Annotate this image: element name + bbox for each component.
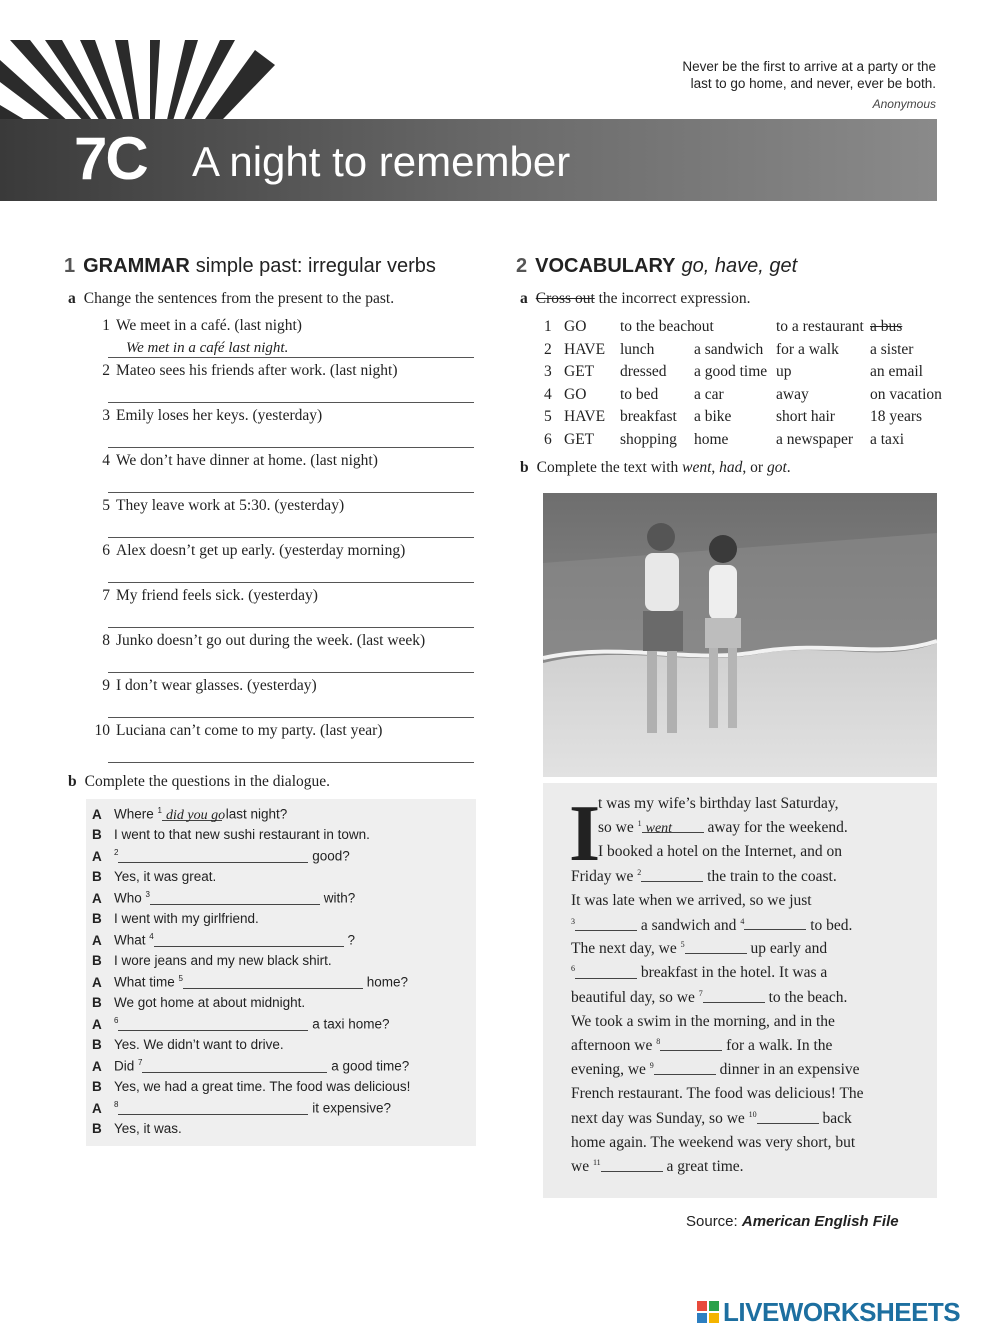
vocab-option[interactable]: up <box>776 363 792 380</box>
story-text: French restaurant. The food was delicious! The <box>571 1085 864 1103</box>
line-text-after: it expensive? <box>312 1100 392 1116</box>
unit-title: A night to remember <box>192 138 571 185</box>
word-got: got <box>766 459 787 476</box>
grammar-subtitle: simple past: irregular verbs <box>195 255 436 277</box>
line-text: Yes, it was. <box>114 1121 182 1136</box>
answer-text[interactable] <box>183 976 191 991</box>
answer-text[interactable] <box>703 991 711 1006</box>
answer-blank[interactable] <box>575 917 637 931</box>
item-text: I don’t wear glasses. (yesterday) <box>116 677 317 694</box>
grammar-item <box>80 632 425 650</box>
vocab-option[interactable]: a good time <box>694 363 768 380</box>
dialogue-line <box>92 890 355 906</box>
speaker: B <box>92 1037 102 1052</box>
answer-text[interactable] <box>118 1018 126 1033</box>
gap-number: 5 <box>178 974 183 983</box>
line-text: What time <box>114 974 175 990</box>
speaker: B <box>92 1121 102 1136</box>
story-text: next day was Sunday, so we <box>571 1109 745 1127</box>
liveworksheets-icon <box>697 1301 719 1323</box>
gap-number: 3 <box>145 890 150 899</box>
gap-number: 1 <box>637 819 642 829</box>
source-label: Source: <box>686 1213 738 1230</box>
story-text: It was late when we arrived, so we just <box>571 891 812 909</box>
vocabulary-instruction-b: b Complete the text with went, had, or got. <box>520 459 791 476</box>
dialogue-line <box>92 974 408 990</box>
answer-blank[interactable] <box>641 868 703 882</box>
item-number: 7 <box>102 587 110 604</box>
item-text: Alex doesn’t get up early. (yesterday morning) <box>116 542 406 559</box>
answer-blank[interactable] <box>642 819 704 837</box>
vocab-option[interactable]: out <box>694 318 714 335</box>
instruction-text: Complete the questions in the dialogue. <box>84 773 330 790</box>
answer-field[interactable] <box>108 429 474 448</box>
speaker: A <box>92 806 102 822</box>
item-text: My friend feels sick. (yesterday) <box>116 587 318 604</box>
story-text: I booked a hotel on the Internet, and on <box>598 843 843 861</box>
grammar-item <box>80 722 382 740</box>
gap-number: 4 <box>149 932 154 941</box>
dialogue-line <box>92 1037 284 1052</box>
story-text: The next day, we <box>571 940 677 958</box>
line-text-after: ? <box>347 932 356 948</box>
answer-field[interactable] <box>108 609 474 628</box>
story-text-after: a great time. <box>666 1158 744 1176</box>
gap-number: 9 <box>649 1061 654 1071</box>
story-text-after: a sandwich and <box>640 917 737 934</box>
quote-line-2: last to go home, and never, ever be both. <box>690 76 936 91</box>
story-text: afternoon we <box>571 1037 653 1055</box>
answer-field[interactable] <box>108 564 474 583</box>
answer-text[interactable] <box>118 850 126 865</box>
story-line <box>571 1013 835 1031</box>
gap-number: 2 <box>114 848 119 857</box>
story-text: t was my wife’s birthday last Saturday, <box>598 795 839 812</box>
source-credit <box>686 1213 899 1230</box>
answer-field[interactable] <box>108 339 474 358</box>
answer-field[interactable] <box>108 519 474 538</box>
story-line <box>571 1134 855 1152</box>
story-line <box>571 892 812 910</box>
item-text: Junko doesn’t go out during the week. (last week) <box>116 632 426 649</box>
story-line <box>571 1110 852 1128</box>
vocabulary-instruction-a <box>520 290 751 308</box>
line-text-after: good? <box>312 848 350 864</box>
item-text: We meet in a café. (last night) <box>116 317 302 334</box>
brand-name: LIVEWORKSHEETS <box>723 1297 961 1327</box>
answer-blank[interactable] <box>575 965 637 979</box>
answer-text[interactable] <box>154 934 162 949</box>
line-text: Yes, we had a great time. The food was delicious! <box>114 1079 411 1094</box>
answer-text[interactable] <box>660 1039 668 1054</box>
vocab-option[interactable]: away <box>776 385 809 403</box>
part-letter: a <box>520 290 528 307</box>
vocab-option[interactable]: a bike <box>694 408 732 425</box>
story-line <box>571 868 837 886</box>
story-dropcap: I <box>569 790 601 878</box>
answer-text[interactable] <box>108 385 126 401</box>
grammar-item <box>80 452 378 470</box>
vocab-row <box>544 431 934 451</box>
vocab-number: 4 <box>544 385 552 403</box>
item-number: 9 <box>102 677 110 694</box>
story-line <box>571 989 847 1007</box>
vocab-row <box>544 341 934 361</box>
story-text-after: to the beach. <box>768 988 848 1006</box>
item-number: 8 <box>102 632 110 649</box>
answer-text[interactable] <box>108 610 126 626</box>
vocab-option[interactable]: a sandwich <box>694 340 764 358</box>
vocab-option[interactable]: on vacation <box>870 385 942 403</box>
answer-field[interactable] <box>108 699 474 718</box>
speaker: A <box>92 848 102 864</box>
word-had: had <box>719 459 743 476</box>
gap-number: 4 <box>740 916 745 926</box>
unit-code: 7C <box>74 125 147 192</box>
answer-text[interactable] <box>757 1112 765 1127</box>
vocab-number: 6 <box>544 430 552 448</box>
gap-number: 10 <box>748 1109 757 1119</box>
story-line <box>571 940 827 958</box>
grammar-item <box>80 317 302 335</box>
answer-blank[interactable] <box>118 1101 308 1115</box>
vocab-option[interactable]: a car <box>694 385 724 403</box>
vocab-option[interactable]: a taxi <box>870 430 904 448</box>
story-text: we <box>571 1158 590 1176</box>
grammar-title: GRAMMAR <box>83 255 190 277</box>
story-line <box>571 1037 832 1055</box>
answer-field[interactable] <box>108 744 474 763</box>
item-number: 6 <box>102 542 110 559</box>
story-text-after: for a walk. In the <box>726 1037 833 1055</box>
part-letter: b <box>520 459 529 476</box>
line-text: We got home at about midnight. <box>114 995 306 1010</box>
vocab-option[interactable]: a newspaper <box>776 430 854 448</box>
line-text: Where <box>114 806 154 822</box>
answer-text[interactable] <box>108 520 126 536</box>
answer-text[interactable] <box>685 942 693 957</box>
grammar-item <box>80 587 318 605</box>
gap-number: 6 <box>571 964 575 974</box>
speaker: B <box>92 995 102 1010</box>
item-text: We don’t have dinner at home. (last night) <box>116 452 378 469</box>
vocabulary-heading <box>516 255 797 278</box>
answer-blank[interactable] <box>660 1037 722 1051</box>
answer-text[interactable] <box>108 475 126 491</box>
gap-number: 1 <box>157 806 162 815</box>
vocab-option[interactable]: to bed <box>620 385 659 403</box>
vocab-option[interactable]: breakfast <box>620 408 677 425</box>
line-text: Yes, it was great. <box>114 869 217 884</box>
vocab-number: 3 <box>544 363 552 380</box>
vocab-verb: GO <box>564 318 587 335</box>
story-line <box>598 819 848 837</box>
speaker: A <box>92 974 102 990</box>
story-line <box>571 1085 864 1103</box>
crossed-word: Cross out <box>535 290 595 307</box>
story-text-after: the train to the coast. <box>707 867 837 885</box>
answer-text[interactable]: did you go <box>165 807 226 823</box>
story-text-after: breakfast in the hotel. It was a <box>640 964 828 982</box>
vocab-verb: GO <box>564 385 587 403</box>
dialogue-line <box>92 806 287 822</box>
vocabulary-number: 2 <box>516 255 528 277</box>
beach-photo <box>543 493 937 777</box>
answer-blank[interactable] <box>654 1061 716 1075</box>
grammar-number: 1 <box>64 255 76 277</box>
answer-field[interactable] <box>108 654 474 673</box>
instruction-text: the incorrect expression. <box>598 290 751 307</box>
speaker: B <box>92 1079 102 1094</box>
story-text-after: to bed. <box>810 917 853 934</box>
item-number: 10 <box>94 722 110 739</box>
vocab-option[interactable]: to the beach <box>620 318 695 335</box>
story-text-after: up early and <box>750 940 828 958</box>
story-line <box>571 964 827 982</box>
story-text: We took a swim in the morning, and in the <box>571 1012 835 1030</box>
answer-blank[interactable] <box>757 1110 819 1124</box>
part-letter: a <box>68 290 76 307</box>
quote <box>682 58 936 113</box>
story-line <box>571 1061 860 1079</box>
dialogue-line <box>92 1121 182 1136</box>
answer-blank[interactable] <box>150 891 320 905</box>
answer-field[interactable] <box>108 384 474 403</box>
answer-text[interactable] <box>575 967 583 982</box>
vocab-option[interactable]: dressed <box>620 363 667 380</box>
speaker: B <box>92 869 102 884</box>
vocab-number: 1 <box>544 318 552 335</box>
speaker: B <box>92 953 102 968</box>
dialogue-line <box>92 932 355 948</box>
item-number: 4 <box>102 452 110 469</box>
story-text-after: dinner in an expensive <box>719 1061 860 1079</box>
line-text-after: home? <box>366 974 409 990</box>
line-text: I went with my girlfriend. <box>114 911 259 926</box>
vocab-row <box>544 363 934 383</box>
quote-line-1: Never be the first to arrive at a party or the <box>682 59 936 74</box>
line-text: Who <box>114 890 142 906</box>
speaker: A <box>92 932 102 948</box>
story-line <box>598 843 842 861</box>
answer-field[interactable] <box>108 474 474 493</box>
speaker: A <box>92 890 102 906</box>
vocab-number: 2 <box>544 340 552 358</box>
vocab-number: 5 <box>544 408 552 425</box>
line-text: What <box>114 932 146 948</box>
answer-text[interactable] <box>108 745 126 761</box>
vocab-option[interactable]: a sister <box>870 340 914 358</box>
line-text-after: a good time? <box>331 1058 410 1074</box>
grammar-item <box>80 407 322 425</box>
gap-number: 8 <box>656 1037 661 1046</box>
speaker: B <box>92 911 102 926</box>
dialogue-line <box>92 1100 391 1116</box>
grammar-item <box>80 497 344 515</box>
answer-blank[interactable] <box>118 1017 308 1031</box>
vocabulary-subtitle: go, have, get <box>681 255 798 277</box>
part-letter: b <box>68 773 77 790</box>
vocab-option[interactable]: lunch <box>620 340 655 358</box>
answer-blank[interactable] <box>142 1059 327 1073</box>
gap-number: 7 <box>138 1058 143 1067</box>
vocab-option[interactable]: to a restaurant <box>776 318 864 335</box>
brand-logo <box>697 1297 960 1328</box>
item-text: Mateo sees his friends after work. (last night) <box>116 362 398 379</box>
line-text: I went to that new sushi restaurant in town. <box>114 827 370 842</box>
line-text: Yes. We didn’t want to drive. <box>114 1037 284 1052</box>
speaker: A <box>92 1058 102 1074</box>
vocab-row <box>544 408 934 428</box>
answer-text[interactable] <box>118 1102 126 1117</box>
answer-blank[interactable] <box>703 989 765 1003</box>
line-text-after: a taxi home? <box>312 1016 390 1032</box>
answer-blank[interactable] <box>744 916 806 930</box>
dialogue-line <box>92 995 305 1010</box>
vocab-verb: HAVE <box>564 408 606 425</box>
answer-text[interactable] <box>150 892 158 907</box>
vocab-option[interactable]: short hair <box>776 408 835 425</box>
instruction-end: . <box>786 459 791 476</box>
story-text: beautiful day, so we <box>571 988 695 1006</box>
answer-text[interactable] <box>108 655 126 671</box>
grammar-heading <box>64 255 436 278</box>
vocab-verb: GET <box>564 430 595 448</box>
dialogue-line <box>92 1058 409 1074</box>
answer-text[interactable] <box>641 870 649 885</box>
gap-number: 6 <box>114 1016 119 1025</box>
speaker: A <box>92 1100 102 1116</box>
item-text: Emily loses her keys. (yesterday) <box>116 407 323 424</box>
dialogue-line <box>92 1016 390 1032</box>
story-line <box>598 795 839 813</box>
dialogue-line <box>92 1079 410 1094</box>
answer-blank[interactable] <box>154 933 344 947</box>
dialogue-line <box>92 848 350 864</box>
item-text: They leave work at 5:30. (yesterday) <box>116 497 345 514</box>
dialogue-line <box>92 953 332 968</box>
gap-number: 11 <box>592 1158 601 1167</box>
answer-blank[interactable] <box>685 940 747 954</box>
story-text: Friday we <box>571 867 634 885</box>
answer-text[interactable]: We met in a café last night. <box>126 340 289 356</box>
instruction-joiner: , or <box>742 459 764 476</box>
dialogue-line <box>92 869 216 884</box>
vocab-row <box>544 385 942 406</box>
vocab-option[interactable]: an email <box>870 363 923 380</box>
answer-text[interactable] <box>108 565 126 581</box>
grammar-item <box>80 677 317 695</box>
gap-number: 7 <box>698 988 703 998</box>
answer-blank[interactable] <box>118 849 308 863</box>
gap-number: 8 <box>114 1100 119 1109</box>
grammar-item <box>80 362 398 380</box>
story-text-after: away for the weekend. <box>707 819 848 837</box>
answer-blank[interactable] <box>601 1158 663 1172</box>
word-went: went <box>682 459 712 476</box>
vocab-option[interactable]: a bus <box>870 318 903 335</box>
source-title: American English File <box>741 1213 899 1230</box>
gap-number: 5 <box>680 940 685 950</box>
answer-text[interactable] <box>575 919 583 934</box>
line-text: I wore jeans and my new black shirt. <box>114 953 332 968</box>
item-number: 3 <box>102 407 110 424</box>
answer-blank[interactable] <box>183 975 363 989</box>
answer-text[interactable] <box>142 1060 150 1075</box>
vocab-option[interactable]: shopping <box>620 430 677 448</box>
vocab-option[interactable]: home <box>694 430 729 448</box>
vocabulary-title: VOCABULARY <box>535 255 676 277</box>
item-number: 5 <box>102 497 110 514</box>
story-text-after: back <box>822 1109 852 1127</box>
dialogue-line <box>92 827 370 842</box>
vocab-verb: HAVE <box>564 340 606 358</box>
vocab-option[interactable]: for a walk <box>776 340 839 358</box>
gap-number: 3 <box>571 916 575 926</box>
answer-text[interactable] <box>654 1063 662 1078</box>
answer-blank[interactable] <box>162 807 226 823</box>
story-text: so we <box>598 819 634 837</box>
answer-text[interactable] <box>601 1160 609 1175</box>
item-number: 1 <box>102 317 110 334</box>
line-text-after: with? <box>323 890 356 906</box>
item-text: Luciana can’t come to my party. (last year) <box>116 722 383 739</box>
gap-number: 2 <box>637 867 642 877</box>
dialogue-line <box>92 911 259 926</box>
instruction-text: Change the sentences from the present to the past. <box>83 290 395 307</box>
answer-text[interactable] <box>108 430 126 446</box>
line-text: Did <box>114 1058 135 1074</box>
quote-author: Anonymous <box>872 97 936 111</box>
vocab-option[interactable]: 18 years <box>870 408 923 425</box>
answer-text[interactable] <box>108 700 126 716</box>
story-line <box>571 1158 744 1176</box>
item-number: 2 <box>102 362 110 379</box>
story-line <box>571 916 852 935</box>
grammar-instruction-a <box>68 290 394 308</box>
story-text: home again. The weekend was very short, but <box>571 1133 856 1151</box>
vocab-verb: GET <box>564 363 595 380</box>
speaker: A <box>92 1016 102 1032</box>
line-text-after: last night? <box>225 806 288 822</box>
vocab-row <box>544 318 934 338</box>
story-text: evening, we <box>571 1061 646 1079</box>
speaker: B <box>92 827 102 842</box>
instruction-text: Complete the text with <box>536 459 679 476</box>
grammar-item <box>80 542 405 560</box>
grammar-instruction-b <box>68 773 330 791</box>
answer-text[interactable]: went <box>645 821 673 837</box>
